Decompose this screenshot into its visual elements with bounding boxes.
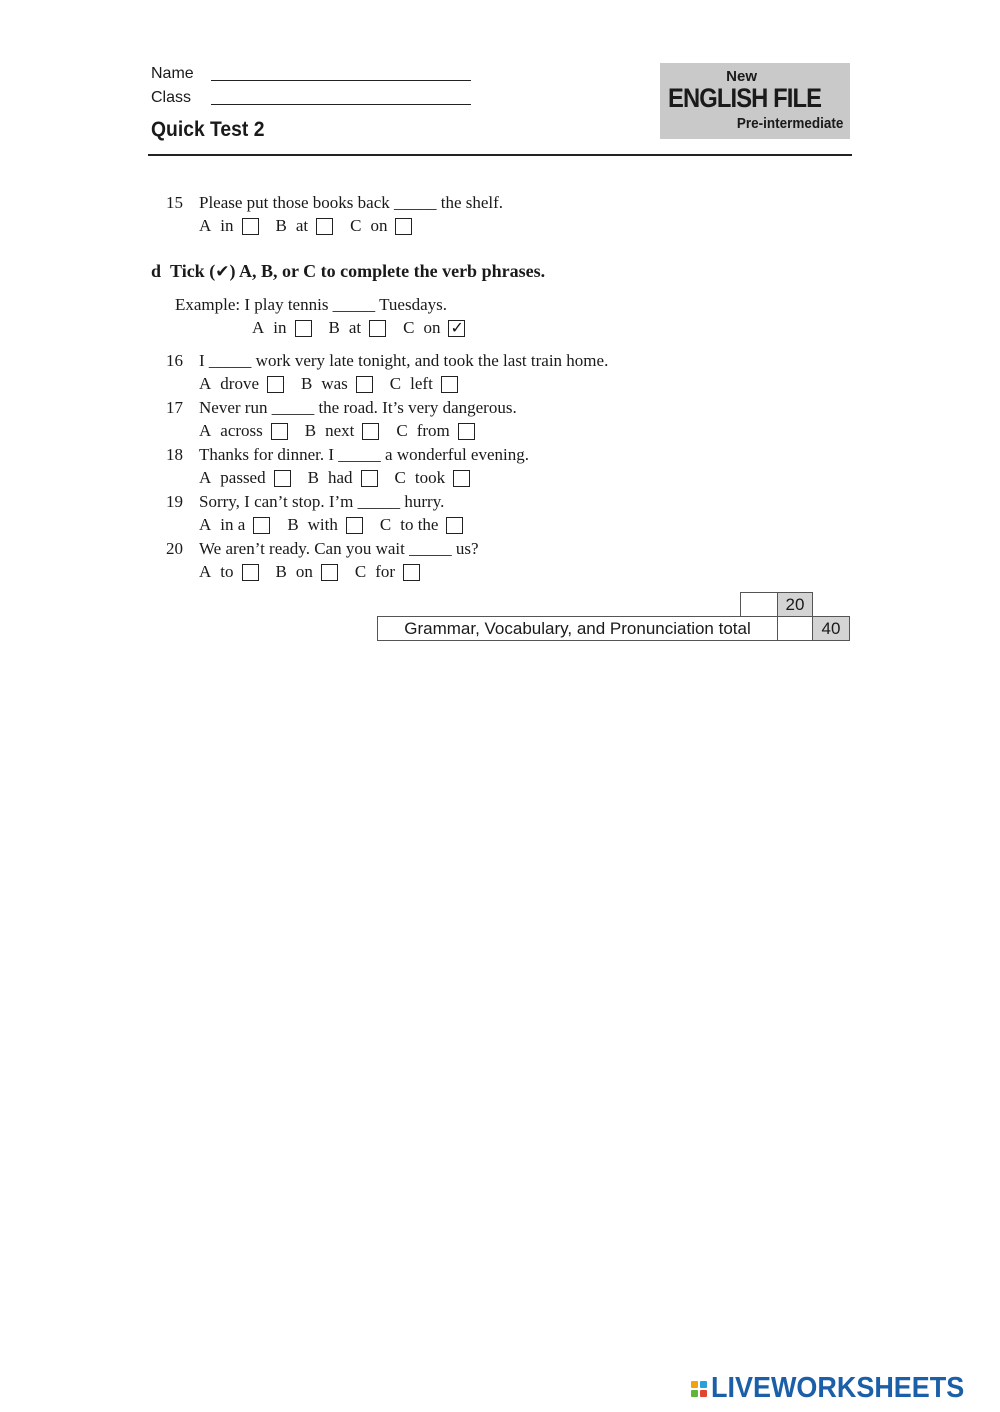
checkbox[interactable] <box>242 218 259 235</box>
checkbox[interactable] <box>403 564 420 581</box>
option-c: C on <box>350 216 412 236</box>
instruction-pre: Tick ( <box>170 261 216 281</box>
question-text: Please put those books back _____ the shelf. <box>199 193 504 212</box>
checkbox[interactable] <box>346 517 363 534</box>
question-text: Never run _____ the road. It’s very dangerous. <box>199 398 517 417</box>
option-b: B with <box>287 515 363 535</box>
question-options <box>199 468 487 488</box>
section-letter: d <box>151 261 162 281</box>
instruction-post: ) A, B, or C to complete the verb phrases. <box>229 261 546 281</box>
checkbox[interactable] <box>321 564 338 581</box>
checkbox[interactable] <box>362 423 379 440</box>
option-c: C on ✓ <box>403 318 465 338</box>
example-options <box>252 318 482 338</box>
checkbox[interactable] <box>316 218 333 235</box>
example-text: Example: I play tennis _____ Tuesdays. <box>175 295 447 314</box>
question-number: 18 <box>166 445 183 464</box>
checkbox[interactable] <box>369 320 386 337</box>
question-text: We aren’t ready. Can you wait _____ us? <box>199 539 479 558</box>
question-number: 17 <box>166 398 183 417</box>
option-c: C took <box>395 468 471 488</box>
question-options <box>199 515 480 535</box>
option-c: C for <box>355 562 420 582</box>
option-a: A across <box>199 421 288 441</box>
section-max-score: 20 <box>777 592 813 617</box>
checkbox[interactable] <box>295 320 312 337</box>
option-a: A in a <box>199 515 270 535</box>
question-number: 16 <box>166 351 183 370</box>
checkbox[interactable] <box>271 423 288 440</box>
question-options <box>199 421 492 441</box>
checkbox[interactable] <box>356 376 373 393</box>
liveworksheets-logo <box>691 1372 983 1405</box>
question-number: 15 <box>166 193 183 212</box>
tick-icon: ✔ <box>215 262 230 282</box>
option-b: B at <box>276 216 334 236</box>
question-text: I _____ work very late tonight, and took the last train home. <box>199 351 609 370</box>
question-number: 19 <box>166 492 183 511</box>
question-options <box>199 562 437 582</box>
question-options <box>199 216 429 236</box>
section-score-input[interactable] <box>740 592 778 617</box>
question-text: Thanks for dinner. I _____ a wonderful evening. <box>199 445 529 464</box>
name-label: Name <box>151 65 194 82</box>
logo-line1: New <box>726 68 757 85</box>
option-a: A passed <box>199 468 291 488</box>
name-field[interactable] <box>211 80 471 81</box>
total-label: Grammar, Vocabulary, and Pronunciation total <box>377 616 778 641</box>
option-c: C left <box>390 374 458 394</box>
checkbox[interactable] <box>441 376 458 393</box>
option-a: A in <box>252 318 312 338</box>
option-a: A to <box>199 562 259 582</box>
question-text: Sorry, I can’t stop. I’m _____ hurry. <box>199 492 445 511</box>
checkbox[interactable] <box>253 517 270 534</box>
class-label: Class <box>151 89 192 106</box>
total-score-input[interactable] <box>777 616 813 641</box>
question-number: 20 <box>166 539 183 558</box>
option-b: B on <box>276 562 338 582</box>
page-title: Quick Test 2 <box>151 118 265 141</box>
question-options <box>199 374 475 394</box>
option-c: C to the <box>380 515 464 535</box>
checkbox[interactable] <box>395 218 412 235</box>
option-a: A in <box>199 216 259 236</box>
option-b: B at <box>329 318 387 338</box>
option-b: B had <box>308 468 378 488</box>
checkbox[interactable] <box>267 376 284 393</box>
logo-line3: Pre-intermediate <box>736 115 843 132</box>
option-b: B next <box>305 421 380 441</box>
header-divider <box>148 154 852 156</box>
checkbox[interactable] <box>274 470 291 487</box>
checked-checkbox[interactable] <box>448 320 465 337</box>
checkbox[interactable] <box>361 470 378 487</box>
checkbox[interactable] <box>453 470 470 487</box>
checkbox[interactable] <box>242 564 259 581</box>
checkbox[interactable] <box>446 517 463 534</box>
logo-line2: ENGLISH FILE <box>668 83 822 113</box>
logo <box>660 63 850 139</box>
brand-blocks-icon <box>691 1381 707 1397</box>
checkbox[interactable] <box>458 423 475 440</box>
option-c: C from <box>396 421 474 441</box>
section-d-heading <box>151 261 545 282</box>
option-b: B was <box>301 374 373 394</box>
total-max-score: 40 <box>812 616 850 641</box>
option-a: A drove <box>199 374 284 394</box>
class-field[interactable] <box>211 104 471 105</box>
brand-text: LIVEWORKSHEETS <box>711 1372 965 1404</box>
